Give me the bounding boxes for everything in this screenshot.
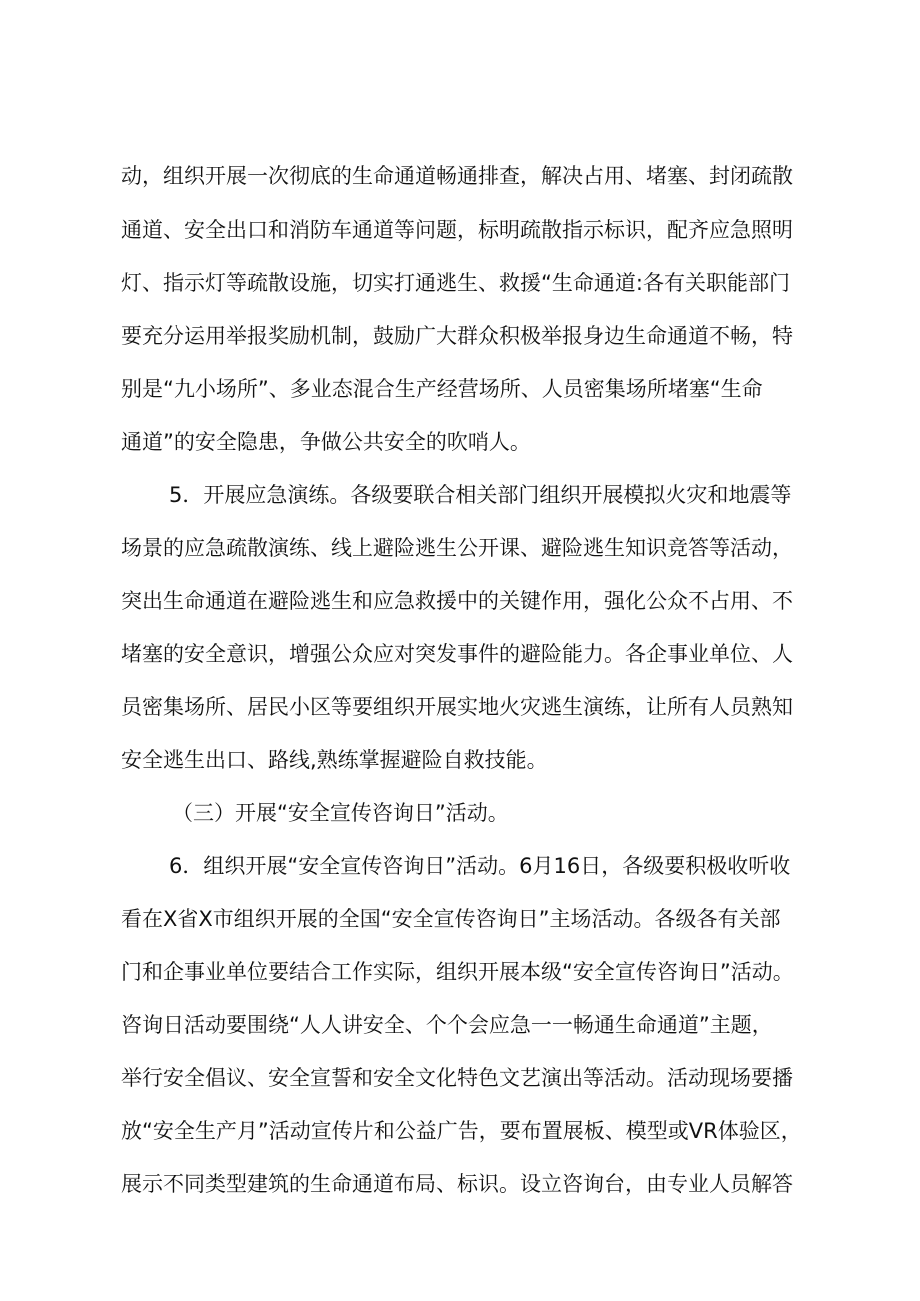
paragraph-line: 场景的应急疏散演练、线上避险逃生公开课、避险逃生知识竞答等活动，	[121, 536, 793, 560]
paragraph-line: 放“安全生产月”活动宣传片和公益广告，要布置展板、模型或VR体验区，	[121, 1119, 802, 1143]
paragraph-line: 动，组织开展一次彻底的生命通道畅通排查，解决占用、堵塞、封闭疏散	[121, 164, 793, 188]
paragraph-line: 要充分运用举报奖励机制，鼓励广大群众积极举报身边生命通道不畅，特	[121, 324, 793, 348]
paragraph-line: 员密集场所、居民小区等要组织开展实地火灾逃生演练，让所有人员熟知	[121, 695, 793, 719]
paragraph-line: 门和企事业单位要结合工作实际，组织开展本级“安全宣传咨询日”活动。	[121, 960, 794, 984]
paragraph-line: 展示不同类型建筑的生命通道布局、标识。设立咨询台，由专业人员解答	[121, 1172, 793, 1196]
paragraph-line: 安全逃生出口、路线,熟练掌握避险自救技能。	[121, 748, 548, 772]
paragraph-line: 举行安全倡议、安全宣誓和安全文化特色文艺演出等活动。活动现场要播	[121, 1066, 793, 1090]
paragraph-line: 通道”的安全隐患，争做公共安全的吹哨人。	[121, 430, 531, 454]
section-5-heading-line: 5．开展应急演练。各级要联合相关部门组织开展模拟火灾和地震等	[169, 483, 792, 507]
paragraph-line: 堵塞的安全意识，增强公众应对突发事件的避险能力。各企事业单位、人	[121, 642, 793, 666]
paragraph-line: 通道、安全出口和消防车通道等问题，标明疏散指示标识，配齐应急照明	[121, 218, 793, 242]
paragraph-line: 看在X省X市组织开展的全国“安全宣传咨询日”主场活动。各级各有关部	[121, 907, 781, 931]
paragraph-line: 突出生命通道在避险逃生和应急救援中的关键作用，强化公众不占用、不	[121, 589, 793, 613]
paragraph-line: 别是“九小场所”、多业态混合生产经营场所、人员密集场所堵塞“生命	[121, 377, 763, 401]
section-6-heading-line: 6．组织开展“安全宣传咨询日”活动。6月16日，各级要积极收听收	[169, 854, 791, 878]
paragraph-line: 灯、指示灯等疏散设施，切实打通逃生、救援“生命通道:各有关职能部门	[121, 271, 790, 295]
paragraph-line: 咨询日活动要围绕“人人讲安全、个个会应急一一畅通生命通道”主题，	[121, 1013, 773, 1037]
subsection-heading: （三）开展“安全宣传咨询日”活动。	[172, 801, 509, 825]
